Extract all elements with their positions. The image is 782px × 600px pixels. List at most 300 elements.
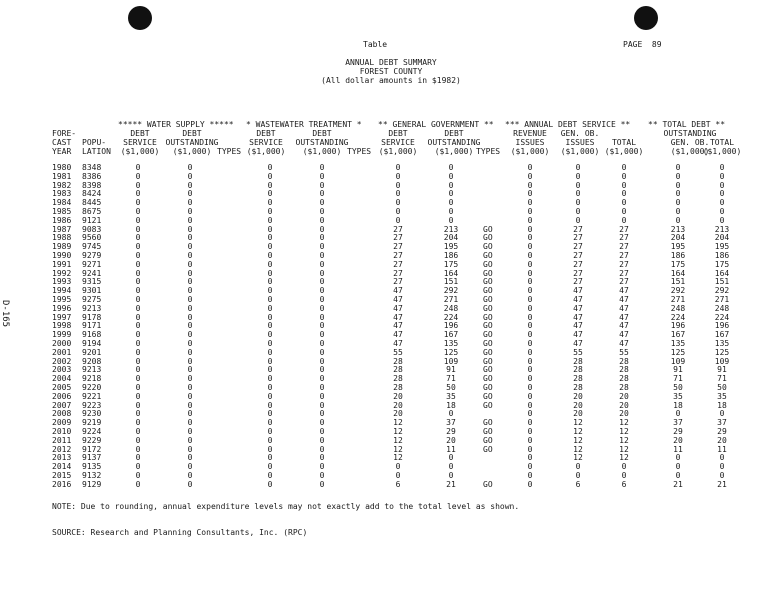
table-cell: 0 bbox=[135, 189, 141, 199]
table-cell: 0 bbox=[267, 277, 273, 287]
table-cell: 0 bbox=[267, 268, 273, 278]
table-cell: 204 bbox=[443, 233, 459, 243]
table-cell: 0 bbox=[527, 391, 533, 401]
table-cell: 0 bbox=[319, 444, 325, 454]
table-cell: 0 bbox=[267, 418, 273, 428]
table-cell: 9301 bbox=[82, 286, 102, 296]
group-header: ***** WATER SUPPLY ***** bbox=[118, 120, 234, 129]
table-row-year: 2000 bbox=[52, 339, 72, 348]
table-cell: 0 bbox=[527, 295, 533, 304]
table-cell: 0 bbox=[527, 462, 533, 472]
table-cell: 196 bbox=[714, 321, 730, 331]
table-row-year: 2006 bbox=[52, 391, 72, 401]
table-cell: 0 bbox=[621, 198, 627, 208]
table-row-year: 2014 bbox=[52, 462, 72, 472]
column-header: ($1,000) bbox=[378, 147, 418, 156]
table-cell: 0 bbox=[135, 286, 141, 296]
table-cell: 28 bbox=[393, 374, 403, 384]
table-cell: 0 bbox=[187, 224, 193, 234]
table-cell: GO bbox=[483, 295, 493, 304]
table-cell: 0 bbox=[187, 312, 193, 322]
table-cell: 20 bbox=[573, 391, 583, 401]
table-cell: 0 bbox=[135, 180, 141, 190]
table-cell: 9241 bbox=[82, 268, 102, 278]
table-cell: 0 bbox=[319, 312, 325, 322]
table-cell: 47 bbox=[573, 321, 583, 331]
title-block bbox=[0, 58, 782, 85]
table-row-year: 2008 bbox=[52, 409, 72, 419]
table-cell: 12 bbox=[573, 435, 583, 445]
table-cell: 0 bbox=[395, 471, 401, 480]
column-header: POPU- bbox=[82, 138, 107, 147]
table-cell: 0 bbox=[319, 330, 325, 340]
table-cell: 0 bbox=[527, 277, 533, 287]
table-cell: 9121 bbox=[82, 215, 102, 225]
table-cell: 125 bbox=[670, 347, 686, 357]
table-cell: 0 bbox=[719, 207, 725, 216]
table-cell: 0 bbox=[267, 471, 273, 480]
table-cell: 0 bbox=[575, 462, 581, 472]
source-line: SOURCE: Research and Planning Consultants, Inc. (RPC) bbox=[52, 528, 308, 537]
table-cell: 0 bbox=[527, 207, 533, 216]
table-cell: 9213 bbox=[82, 365, 102, 375]
table-cell: 0 bbox=[267, 242, 273, 252]
table-cell: 0 bbox=[527, 224, 533, 234]
table-cell: 0 bbox=[135, 444, 141, 454]
table-cell: 271 bbox=[670, 295, 686, 304]
table-cell: 9275 bbox=[82, 295, 102, 304]
table-cell: 0 bbox=[135, 453, 141, 463]
table-cell: 0 bbox=[527, 251, 533, 260]
table-cell: 186 bbox=[443, 251, 459, 260]
group-header: * WASTEWATER TREATMENT * bbox=[246, 120, 362, 129]
table-cell: 0 bbox=[267, 374, 273, 384]
table-cell: 9129 bbox=[82, 479, 102, 489]
column-header: ($1,000) bbox=[246, 147, 286, 156]
table-cell: GO bbox=[483, 356, 493, 366]
table-cell: 50 bbox=[717, 383, 727, 392]
table-cell: 20 bbox=[446, 435, 456, 445]
table-cell: 6 bbox=[575, 479, 581, 489]
table-cell: 175 bbox=[443, 259, 459, 269]
table-cell: 0 bbox=[267, 207, 273, 216]
table-cell: 0 bbox=[319, 435, 325, 445]
table-cell: 27 bbox=[573, 251, 583, 260]
table-cell: 213 bbox=[670, 224, 686, 234]
table-cell: 12 bbox=[393, 427, 403, 436]
column-header: DEBT bbox=[444, 129, 464, 138]
table-cell: 0 bbox=[527, 180, 533, 190]
table-cell: 0 bbox=[395, 198, 401, 208]
table-row-year: 1997 bbox=[52, 312, 72, 322]
table-cell: 12 bbox=[393, 435, 403, 445]
table-cell: 20 bbox=[393, 400, 403, 410]
table-cell: 0 bbox=[135, 207, 141, 216]
table-cell: 0 bbox=[267, 224, 273, 234]
table-cell: 0 bbox=[527, 471, 533, 480]
table-cell: 9137 bbox=[82, 453, 102, 463]
column-header: ($1,000) bbox=[670, 147, 710, 156]
table-cell: 164 bbox=[714, 268, 730, 278]
table-cell: 9745 bbox=[82, 242, 102, 252]
table-cell: 0 bbox=[135, 242, 141, 252]
table-cell: 27 bbox=[619, 233, 629, 243]
table-cell: 0 bbox=[319, 295, 325, 304]
table-cell: 195 bbox=[670, 242, 686, 252]
table-cell: 91 bbox=[446, 365, 456, 375]
table-cell: 8445 bbox=[82, 198, 102, 208]
table-cell: 248 bbox=[443, 303, 459, 313]
punch-hole-left bbox=[128, 6, 152, 30]
table-row-year: 1989 bbox=[52, 242, 72, 252]
table-cell: 29 bbox=[673, 427, 683, 436]
table-cell: 9271 bbox=[82, 259, 102, 269]
table-cell: GO bbox=[483, 321, 493, 331]
table-cell: 0 bbox=[527, 383, 533, 392]
table-cell: 27 bbox=[573, 233, 583, 243]
table-cell: 0 bbox=[675, 453, 681, 463]
table-cell: 0 bbox=[267, 435, 273, 445]
table-cell: 20 bbox=[619, 409, 629, 419]
table-cell: 0 bbox=[267, 163, 273, 172]
title-line-1: ANNUAL DEBT SUMMARY bbox=[345, 58, 437, 67]
table-cell: 0 bbox=[621, 207, 627, 216]
table-cell: 0 bbox=[267, 339, 273, 348]
table-cell: 0 bbox=[187, 321, 193, 331]
table-cell: 0 bbox=[187, 356, 193, 366]
table-cell: 0 bbox=[267, 462, 273, 472]
table-cell: 292 bbox=[670, 286, 686, 296]
table-cell: 175 bbox=[670, 259, 686, 269]
table-cell: 0 bbox=[135, 479, 141, 489]
table-row-year: 2010 bbox=[52, 427, 72, 436]
table-cell: 0 bbox=[135, 330, 141, 340]
table-cell: 28 bbox=[619, 374, 629, 384]
table-cell: 0 bbox=[187, 427, 193, 436]
table-row-year: 2004 bbox=[52, 374, 72, 384]
table-cell: 0 bbox=[135, 418, 141, 428]
table-cell: 0 bbox=[527, 259, 533, 269]
table-cell: 224 bbox=[443, 312, 459, 322]
table-cell: 20 bbox=[619, 391, 629, 401]
table-cell: 12 bbox=[619, 435, 629, 445]
table-cell: 9223 bbox=[82, 400, 102, 410]
table-row-year: 2007 bbox=[52, 400, 72, 410]
table-cell: 0 bbox=[319, 383, 325, 392]
table-cell: 0 bbox=[527, 268, 533, 278]
table-cell: GO bbox=[483, 259, 493, 269]
table-cell: 0 bbox=[319, 171, 325, 181]
table-row-year: 1980 bbox=[52, 163, 72, 172]
table-cell: 9560 bbox=[82, 233, 102, 243]
table-row-year: 1982 bbox=[52, 180, 72, 190]
table-cell: GO bbox=[483, 427, 493, 436]
table-cell: 0 bbox=[135, 268, 141, 278]
column-header: ($1,000) bbox=[120, 147, 160, 156]
table-cell: 0 bbox=[187, 383, 193, 392]
table-cell: 18 bbox=[446, 400, 456, 410]
table-cell: 292 bbox=[714, 286, 730, 296]
table-cell: 28 bbox=[573, 383, 583, 392]
table-cell: 9083 bbox=[82, 224, 102, 234]
table-cell: 0 bbox=[527, 427, 533, 436]
table-cell: 20 bbox=[717, 435, 727, 445]
table-cell: 0 bbox=[719, 189, 725, 199]
table-cell: 47 bbox=[619, 295, 629, 304]
table-cell: 0 bbox=[187, 391, 193, 401]
table-cell: GO bbox=[483, 330, 493, 340]
table-cell: 0 bbox=[187, 339, 193, 348]
table-cell: 50 bbox=[446, 383, 456, 392]
column-header: GEN. OB. bbox=[560, 129, 600, 138]
group-header: ** GENERAL GOVERNMENT ** bbox=[378, 120, 494, 129]
column-header: SERVICE bbox=[249, 138, 283, 147]
column-header: TOTAL bbox=[611, 138, 637, 147]
column-header: CAST bbox=[52, 138, 72, 147]
table-cell: 0 bbox=[267, 479, 273, 489]
table-cell: 47 bbox=[619, 303, 629, 313]
table-cell: 0 bbox=[319, 427, 325, 436]
table-cell: 27 bbox=[393, 259, 403, 269]
table-row-year: 2002 bbox=[52, 356, 72, 366]
table-cell: 0 bbox=[135, 224, 141, 234]
table-cell: 0 bbox=[527, 189, 533, 199]
table-cell: 47 bbox=[393, 303, 403, 313]
table-cell: 28 bbox=[573, 374, 583, 384]
table-cell: 0 bbox=[527, 312, 533, 322]
table-cell: 0 bbox=[395, 462, 401, 472]
table-cell: 0 bbox=[135, 427, 141, 436]
table-cell: 6 bbox=[621, 479, 627, 489]
table-cell: 0 bbox=[187, 471, 193, 480]
table-cell: 0 bbox=[675, 207, 681, 216]
table-cell: 0 bbox=[135, 339, 141, 348]
table-cell: 0 bbox=[448, 180, 454, 190]
table-cell: 0 bbox=[187, 286, 193, 296]
table-cell: 0 bbox=[319, 242, 325, 252]
table-cell: 0 bbox=[267, 198, 273, 208]
table-cell: 11 bbox=[717, 444, 727, 454]
table-cell: 224 bbox=[670, 312, 686, 322]
table-cell: 12 bbox=[573, 418, 583, 428]
table-cell: 0 bbox=[187, 251, 193, 260]
table-cell: 0 bbox=[319, 321, 325, 331]
table-cell: 0 bbox=[319, 277, 325, 287]
table-cell: 0 bbox=[187, 409, 193, 419]
table-cell: 0 bbox=[319, 374, 325, 384]
table-cell: 0 bbox=[267, 251, 273, 260]
table-cell: 0 bbox=[719, 171, 725, 181]
table-cell: 28 bbox=[393, 356, 403, 366]
table-cell: 0 bbox=[621, 471, 627, 480]
table-cell: 55 bbox=[619, 347, 629, 357]
table-cell: 47 bbox=[393, 339, 403, 348]
table-cell: GO bbox=[483, 347, 493, 357]
table-cell: 0 bbox=[135, 259, 141, 269]
table-cell: 135 bbox=[443, 339, 459, 348]
table-cell: 0 bbox=[135, 391, 141, 401]
column-header: OUTSTANDING bbox=[165, 138, 219, 147]
table-cell: 0 bbox=[135, 198, 141, 208]
column-header: TOTAL bbox=[709, 138, 735, 147]
table-cell: 0 bbox=[448, 207, 454, 216]
table-cell: 20 bbox=[393, 391, 403, 401]
table-cell: GO bbox=[483, 224, 493, 234]
table-cell: GO bbox=[483, 374, 493, 384]
table-cell: 0 bbox=[719, 163, 725, 172]
table-row-year: 2005 bbox=[52, 383, 72, 392]
table-cell: 27 bbox=[393, 233, 403, 243]
table-cell: 0 bbox=[319, 418, 325, 428]
table-cell: GO bbox=[483, 418, 493, 428]
table-cell: 8398 bbox=[82, 180, 102, 190]
table-note: NOTE: Due to rounding, annual expenditure levels may not exactly add to the total level as shown. bbox=[52, 502, 520, 511]
column-header: LATION bbox=[82, 147, 111, 156]
table-cell: 0 bbox=[319, 479, 325, 489]
table-cell: 21 bbox=[446, 479, 456, 489]
table-cell: 9208 bbox=[82, 356, 102, 366]
table-cell: 0 bbox=[527, 215, 533, 225]
table-cell: 0 bbox=[135, 435, 141, 445]
table-row-year: 1994 bbox=[52, 286, 72, 296]
table-cell: 9218 bbox=[82, 374, 102, 384]
table-cell: 0 bbox=[575, 207, 581, 216]
table-row-year: 2001 bbox=[52, 347, 72, 357]
table-cell: 125 bbox=[714, 347, 730, 357]
table-cell: 27 bbox=[393, 277, 403, 287]
table-cell: 0 bbox=[675, 409, 681, 419]
table-cell: 0 bbox=[527, 321, 533, 331]
table-cell: 27 bbox=[619, 242, 629, 252]
table-cell: 0 bbox=[527, 400, 533, 410]
table-cell: 0 bbox=[319, 365, 325, 375]
table-cell: 9229 bbox=[82, 435, 102, 445]
table-cell: 0 bbox=[187, 198, 193, 208]
table-cell: 292 bbox=[443, 286, 459, 296]
column-header: ($1,000) bbox=[172, 147, 212, 156]
table-cell: 0 bbox=[267, 391, 273, 401]
table-cell: 0 bbox=[527, 453, 533, 463]
table-cell: GO bbox=[483, 277, 493, 287]
column-header: REVENUE bbox=[513, 129, 547, 138]
column-header: DEBT bbox=[182, 129, 202, 138]
table-cell: 0 bbox=[448, 462, 454, 472]
table-cell: 27 bbox=[619, 224, 629, 234]
column-header: DEBT bbox=[312, 129, 332, 138]
table-cell: 271 bbox=[443, 295, 459, 304]
table-cell: 0 bbox=[527, 198, 533, 208]
table-cell: 27 bbox=[619, 259, 629, 269]
table-cell: 0 bbox=[187, 207, 193, 216]
table-cell: 151 bbox=[714, 277, 730, 287]
table-cell: 21 bbox=[673, 479, 683, 489]
table-cell: 0 bbox=[267, 286, 273, 296]
column-header: DEBT bbox=[256, 129, 276, 138]
table-cell: 0 bbox=[267, 409, 273, 419]
table-row-year: 2011 bbox=[52, 435, 72, 445]
table-cell: 0 bbox=[575, 198, 581, 208]
table-cell: 20 bbox=[619, 400, 629, 410]
column-header: ($1,000) bbox=[702, 147, 742, 156]
table-cell: 9213 bbox=[82, 303, 102, 313]
table-cell: 9178 bbox=[82, 312, 102, 322]
column-header: ($1,000) bbox=[434, 147, 474, 156]
table-row-year: 1990 bbox=[52, 251, 72, 260]
table-cell: 0 bbox=[135, 163, 141, 172]
table-cell: 125 bbox=[443, 347, 459, 357]
table-cell: 9171 bbox=[82, 321, 102, 331]
table-cell: 20 bbox=[673, 435, 683, 445]
table-cell: 0 bbox=[675, 189, 681, 199]
table-cell: 175 bbox=[714, 259, 730, 269]
table-cell: 0 bbox=[527, 339, 533, 348]
table-cell: 204 bbox=[670, 233, 686, 243]
column-header: DEBT bbox=[130, 129, 150, 138]
table-cell: GO bbox=[483, 303, 493, 313]
table-cell: 9221 bbox=[82, 391, 102, 401]
table-cell: 0 bbox=[527, 347, 533, 357]
table-cell: 0 bbox=[135, 321, 141, 331]
table-row-year: 1995 bbox=[52, 295, 72, 304]
column-header: YEAR bbox=[52, 147, 72, 156]
table-cell: 12 bbox=[573, 453, 583, 463]
table-cell: 0 bbox=[719, 453, 725, 463]
table-cell: 109 bbox=[670, 356, 686, 366]
table-cell: 0 bbox=[187, 163, 193, 172]
table-cell: 0 bbox=[395, 215, 401, 225]
table-cell: 37 bbox=[446, 418, 456, 428]
table-cell: GO bbox=[483, 435, 493, 445]
table-cell: 0 bbox=[527, 163, 533, 172]
table-cell: 0 bbox=[719, 409, 725, 419]
table-cell: 27 bbox=[573, 242, 583, 252]
table-cell: 0 bbox=[267, 180, 273, 190]
table-cell: 9220 bbox=[82, 383, 102, 392]
table-cell: 12 bbox=[393, 418, 403, 428]
column-header: TYPES bbox=[347, 147, 372, 156]
table-cell: 0 bbox=[319, 303, 325, 313]
table-cell: 167 bbox=[714, 330, 730, 340]
table-cell: 35 bbox=[717, 391, 727, 401]
table-cell: 0 bbox=[395, 189, 401, 199]
table-cell: 71 bbox=[673, 374, 683, 384]
table-cell: 0 bbox=[319, 259, 325, 269]
table-cell: 12 bbox=[619, 444, 629, 454]
table-cell: 0 bbox=[621, 180, 627, 190]
table-cell: 0 bbox=[575, 189, 581, 199]
group-header: *** ANNUAL DEBT SERVICE ** bbox=[505, 120, 631, 129]
table-cell: 0 bbox=[187, 233, 193, 243]
table-cell: 9230 bbox=[82, 409, 102, 419]
table-cell: GO bbox=[483, 400, 493, 410]
table-cell: 0 bbox=[395, 171, 401, 181]
table-cell: 0 bbox=[575, 163, 581, 172]
table-row-year: 1993 bbox=[52, 277, 72, 287]
table-cell: 27 bbox=[393, 242, 403, 252]
table-cell: 27 bbox=[393, 268, 403, 278]
table-cell: 0 bbox=[319, 215, 325, 225]
table-cell: 0 bbox=[719, 471, 725, 480]
table-cell: 0 bbox=[187, 330, 193, 340]
table-cell: 248 bbox=[714, 303, 730, 313]
table-cell: 213 bbox=[443, 224, 459, 234]
table-cell: 47 bbox=[619, 321, 629, 331]
table-cell: 28 bbox=[393, 365, 403, 375]
table-cell: GO bbox=[483, 383, 493, 392]
table-cell: 0 bbox=[319, 453, 325, 463]
table-cell: 0 bbox=[319, 286, 325, 296]
table-cell: 71 bbox=[717, 374, 727, 384]
